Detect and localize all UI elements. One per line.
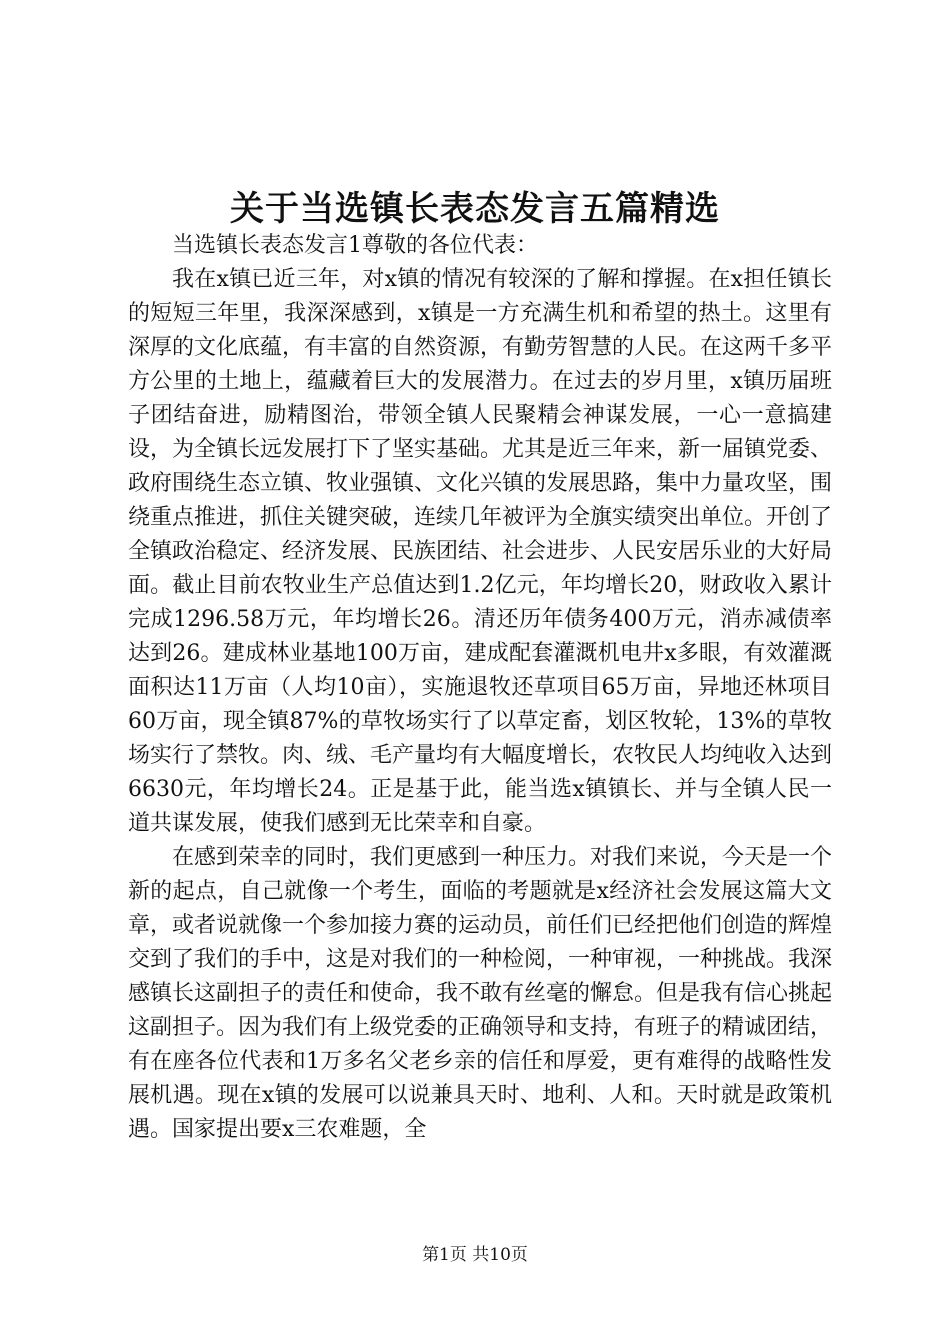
- document-body: [128, 229, 832, 1147]
- paragraph-salutation: 当选镇长表态发言1尊敬的各位代表：: [172, 233, 538, 258]
- paragraph-pressure: 在感到荣幸的同时，我们更感到一种压力。对我们来说，今天是一个新的起点，自己就像一个考生，面临的考题就是x经济社会发展这篇大文章，或者说就像一个参加接力赛的运动员，前任们已经把他们创造的辉煌交到了我们的手中，这是对我们的一种检阅，一种审视，一种挑战。我深感镇长这副担子的责任和使命，我不敢有丝毫的懈怠。但是我有信心挑起这副担子。因为我们有上级党委的正确领导和支持，有班子的精诚团结，有在座各位代表和1万多名父老乡亲的信任和厚爱，更有难得的战略性发展机遇。现在x镇的发展可以说兼具天时、地利、人和。天时就是政策机遇。国家提出要x三农难题，全: [128, 845, 833, 1142]
- page-number-footer: 第1页 共10页: [422, 1245, 528, 1265]
- document-title: 关于当选镇长表态发言五篇精选: [230, 189, 720, 229]
- paragraph-achievements: 我在x镇已近三年，对x镇的情况有较深的了解和撑握。在x担任镇长的短短三年里，我深深感到，x镇是一方充满生机和希望的热土。这里有深厚的文化底蕴，有丰富的自然资源，有勤劳智慧的人民。在这两千多平方公里的土地上，蕴藏着巨大的发展潜力。在过去的岁月里，x镇历届班子团结奋进，励精图治，带领全镇人民聚精会神谋发展，一心一意搞建设，为全镇长远发展打下了坚实基础。尤其是近三年来，新一届镇党委、政府围绕生态立镇、牧业强镇、文化兴镇的发展思路，集中力量攻坚，围绕重点推进，抓住关键突破，连续几年被评为全旗实绩突出单位。开创了全镇政治稳定、经济发展、民族团结、社会进步、人民安居乐业的大好局面。截止目前农牧业生产总值达到1.2亿元，年均增长20，财政收入累计完成1296.58万元，年均增长26。清还历年债务400万元，消赤减债率达到26。建成林业基地100万亩，建成配套灌溉机电井x多眼，有效灌溉面积达11万亩（人均10亩），实施退牧还草项目65万亩，异地还林项目60万亩，现全镇87%的草牧场实行了以草定畜，划区牧轮，13%的草牧场实行了禁牧。肉、绒、毛产量均有大幅度增长，农牧民人均纯收入达到6630元，年均增长24。正是基于此，能当选x镇镇长、并与全镇人民一道共谋发展，使我们感到无比荣幸和自豪。: [128, 267, 833, 836]
